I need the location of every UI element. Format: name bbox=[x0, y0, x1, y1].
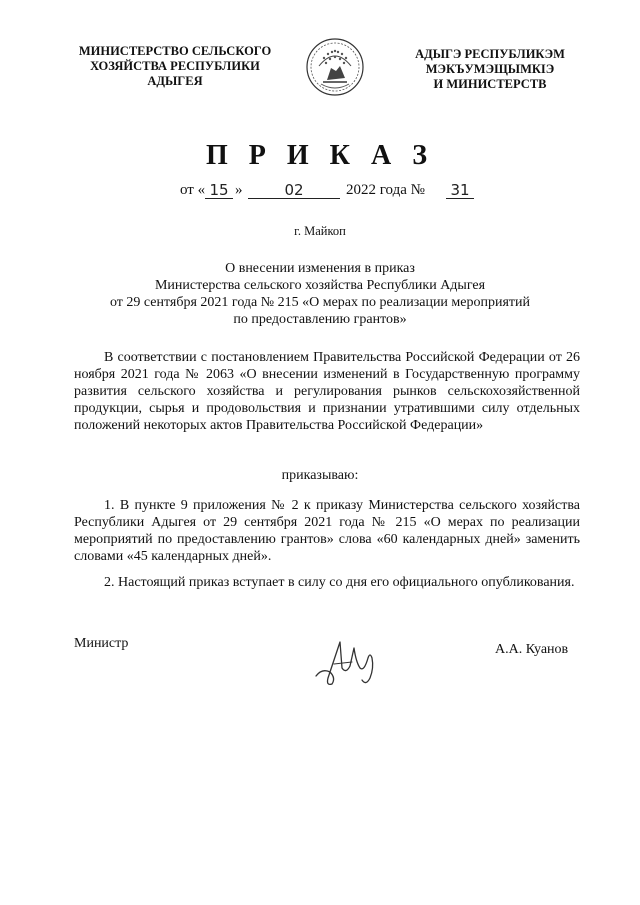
signatory-position: Министр bbox=[74, 636, 129, 651]
subject-line: О внесении изменения в приказ bbox=[225, 261, 415, 276]
order-number: 31 bbox=[446, 182, 474, 199]
handwritten-signature-icon bbox=[312, 628, 392, 690]
date-year-label: 2022 года № bbox=[346, 182, 425, 198]
document-title: П Р И К А З bbox=[206, 140, 434, 171]
header-right-line: АДЫГЭ РЕСПУБЛИКЭМ bbox=[415, 47, 565, 61]
order-subject bbox=[60, 260, 580, 328]
subject-line: от 29 сентября 2021 года № 215 «О мерах по реализации мероприятий bbox=[109, 295, 531, 310]
ministry-name-russian bbox=[60, 44, 290, 89]
preamble-paragraph: В соответствии с постановлением Правительства Российской Федерации от 26 ноября 2021 года № 2063 «О внесении изменений в Государственную программу развития сельского хозяйства и регулирования рынков сельскохозяйственной продукции, сырья и продовольствия и признании утратившими силу отдельных положений некоторых актов Правительства Российской Федерации» bbox=[74, 350, 580, 433]
header-right-line: И МИНИСТЕРСТВ bbox=[433, 77, 547, 91]
date-day: 15 bbox=[205, 182, 233, 199]
subject-line: Министерства сельского хозяйства Республики Адыгея bbox=[154, 278, 486, 293]
date-day-close: » bbox=[235, 182, 243, 198]
header-left-line: ХОЗЯЙСТВА РЕСПУБЛИКИ bbox=[90, 59, 260, 73]
header-right-line: МЭКЪУМЭЩЫМКIЭ bbox=[425, 62, 555, 76]
order-word: приказываю: bbox=[281, 468, 359, 483]
subject-line: по предоставлению грантов» bbox=[233, 312, 407, 327]
coat-of-arms-icon bbox=[305, 36, 365, 98]
date-from-label: от « bbox=[180, 182, 206, 198]
signatory-name: А.А. Куанов bbox=[495, 642, 569, 657]
ministry-name-adyghe bbox=[400, 47, 580, 92]
header-left-line: АДЫГЕЯ bbox=[147, 74, 203, 88]
header-left-line: МИНИСТЕРСТВО СЕЛЬСКОГО bbox=[78, 44, 272, 58]
order-item-2: 2. Настоящий приказ вступает в силу со дня его официального опубликования. bbox=[104, 575, 575, 590]
city: г. Майкоп bbox=[294, 224, 346, 238]
order-item-1: 1. В пункте 9 приложения № 2 к приказу Министерства сельского хозяйства Республики Адыгея от 29 сентября 2021 года № 215 «О мерах по реализации мероприятий по предоставлению грантов» слова «60 календарных дней» заменить словами «45 календарных дней». bbox=[74, 498, 580, 564]
date-month: 02 bbox=[248, 182, 340, 199]
